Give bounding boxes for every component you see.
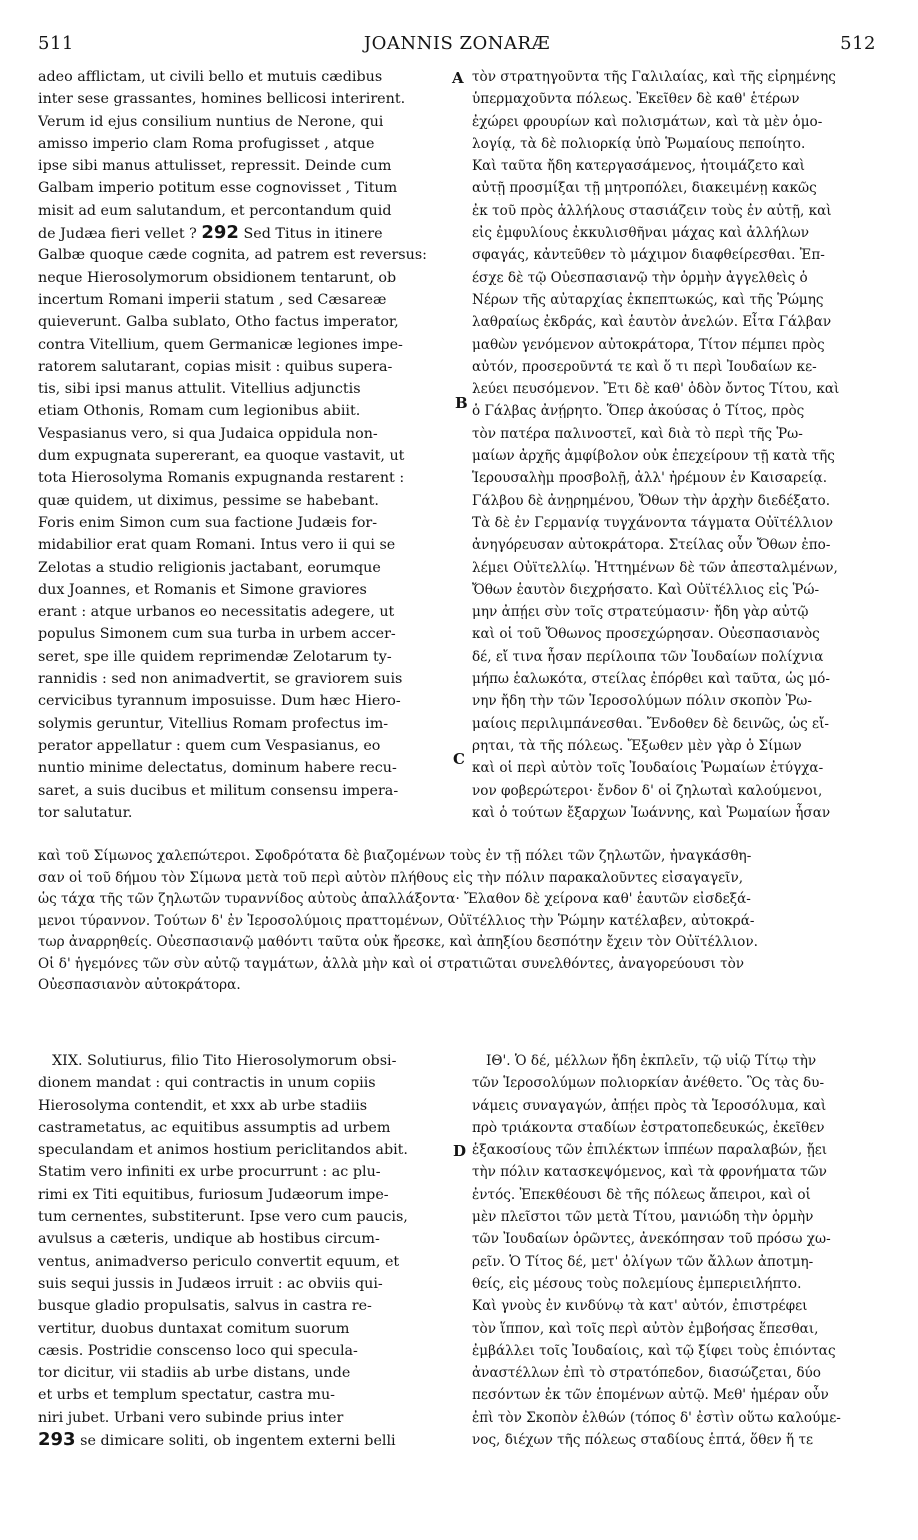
section-heading-line: ΙΘ'. Ὁ δέ, μέλλων ἤδη ἐκπλεῖν, τῷ υἱῷ Τίτῳ τὴν bbox=[486, 1053, 817, 1069]
text-line: tor salutatur. bbox=[38, 804, 133, 821]
text-line: μαίοις περιλιμπάνεσθαι. Ἔνδοθεν δὲ δεινῶς, ὡς εἴ- bbox=[472, 715, 830, 732]
text-line: solymis geruntur, Vitellius Romam profectus im- bbox=[38, 715, 389, 732]
text-line: dionem mandat : qui contractis in unum copiis bbox=[38, 1075, 376, 1092]
text-line: ὁ Γάλβας ἀνῄρητο. Ὅπερ ἀκούσας ὁ Τίτος, πρὸς bbox=[472, 403, 805, 420]
section-marker-d: D bbox=[453, 1142, 467, 1160]
text-line: busque gladio propulsatis, salvus in castra re- bbox=[38, 1298, 372, 1315]
text-line: θείς, εἰς μέσους τοὺς πολεμίους ἐμπεριειλήπτο. bbox=[472, 1275, 802, 1292]
text-line: saret, a suis ducibus et militum consensu impera- bbox=[38, 782, 399, 799]
text-line: τῶν Ἰουδαίων ὁρῶντες, ἀνεκόπησαν τοῦ πρόσω χω- bbox=[472, 1231, 831, 1248]
page-number-left: 511 bbox=[38, 33, 74, 54]
text-line: Vespasianus vero, si qua Judaica oppidula non- bbox=[38, 425, 378, 442]
text-line: Foris enim Simon cum sua factione Judæis for- bbox=[38, 514, 378, 531]
text-line: tota Hierosolyma Romanis expugnanda restarent : bbox=[38, 470, 405, 487]
text-line: ἐκ τοῦ πρὸς ἀλλήλους στασιάζειν τοὺς ἐν αὐτῇ, καὶ bbox=[472, 202, 832, 219]
text-line: ἀνηγόρευσαν αὐτοκράτορα. Στείλας οὖν Ὄθων ἐπο- bbox=[472, 537, 831, 554]
text-line: μην ἀπῄει σὺν τοῖς στρατεύμασιν· ἤδη γὰρ αὐτῷ bbox=[472, 604, 809, 621]
text-line: μήπω ἑαλωκότα, στείλας ἐπόρθει καὶ ταῦτα, ὡς μό- bbox=[472, 671, 830, 688]
text-line: cervicibus tyrannum imposuisse. Dum hæc Hiero- bbox=[38, 693, 401, 710]
text-line: μενοι τύραννον. Τούτων δ' ἐν Ἱεροσολύμοις πραττομένων, Οὐϊτέλλιος τὴν Ῥώμην κατέλαβεν, αὐτοκρά- bbox=[38, 912, 755, 929]
text-line: ἐμβάλλει τοῖς Ἰουδαίοις, καὶ τῷ ξίφει τοὺς ἐπιόντας bbox=[472, 1342, 836, 1359]
text-line: ρεῖν. Ὁ Τίτος δέ, μετ' ὀλίγων τῶν ἄλλων ἀποτμη- bbox=[472, 1253, 814, 1270]
text-line: Hierosolyma contendit, et xxx ab urbe stadiis bbox=[38, 1097, 368, 1114]
text-line: ventus, animadverso periculo convertit equum, et bbox=[38, 1253, 400, 1270]
text-line: Καὶ γνοὺς ἐν κινδύνῳ τὰ κατ' αὐτόν, ἐπιστρέφει bbox=[472, 1298, 808, 1315]
text-line: tum cernentes, substiterunt. Ipse vero cum paucis, bbox=[38, 1209, 408, 1226]
text-line: vertitur, duobus duntaxat comitum suorum bbox=[38, 1320, 350, 1337]
text-line: λογίᾳ, τὰ δὲ πολιορκίᾳ ὑπὸ Ῥωμαίους πεποίητο. bbox=[472, 135, 806, 152]
text-line: amisso imperio clam Roma profugisset , atque bbox=[38, 135, 375, 152]
text-line: avulsus a cæteris, undique ab hostibus circum- bbox=[38, 1231, 380, 1248]
text-line: dum expugnata supererant, ea quoque vastavit, ut bbox=[38, 448, 405, 465]
section-marker-b: B bbox=[455, 394, 468, 412]
text-line: αὐτόν, προσεροῦντά τε καὶ ὅ τι περὶ Ἰουδαίων κε- bbox=[472, 358, 817, 375]
greek-full-width bbox=[38, 846, 883, 997]
text-line: τὸν στρατηγοῦντα τῆς Γαλιλαίας, καὶ τῆς εἰρημένης bbox=[472, 69, 836, 85]
text-line: inter sese grassantes, homines bellicosi interirent. bbox=[38, 91, 406, 108]
marginal-number-292: 292 bbox=[201, 222, 239, 244]
text-line: ρηται, τὰ τῆς πόλεως. Ἔξωθεν μὲν γὰρ ὁ Σίμων bbox=[472, 737, 802, 754]
text-line: cæsis. Postridie conscenso loco qui specula- bbox=[38, 1342, 358, 1359]
text-line: contra Vitellium, quem Germanicæ legiones impe- bbox=[38, 336, 403, 353]
text-line: αὐτῇ προσμίξαι τῇ μητροπόλει, διακειμένῃ κακῶς bbox=[472, 180, 817, 197]
text-line: Zelotas a studio religionis jactabant, eorumque bbox=[38, 559, 381, 576]
marginal-number-293: 293 bbox=[38, 1429, 76, 1451]
text-line: ἐπὶ τὸν Σκοπὸν ἐλθών (τόπος δ' ἐστὶν οὕτω καλούμε- bbox=[472, 1409, 841, 1426]
text-line: Καὶ ταῦτα ἤδη κατεργασάμενος, ἡτοιμάζετο καὶ bbox=[472, 158, 805, 175]
text-line: seret, spe ille quidem reprimendæ Zelotarum ty- bbox=[38, 648, 392, 665]
text-line: et urbs et templum spectatur, castra mu- bbox=[38, 1387, 336, 1404]
text-line: quieverunt. Galba sublato, Otho factus imperator, bbox=[38, 314, 399, 331]
text-line: καὶ ὁ τούτων ἔξαρχων Ἰωάννης, καὶ Ῥωμαίων ἦσαν bbox=[472, 804, 831, 821]
latin-column-bottom bbox=[38, 1050, 450, 1451]
text-line: neque Hierosolymorum obsidionem tentarunt, ob bbox=[38, 269, 397, 286]
text-line: εἰς ἐμφυλίους ἐκκυλισθῆναι μάχας καὶ ἀλλήλων bbox=[472, 225, 809, 242]
text-line: καὶ οἱ τοῦ Ὄθωνος προσεχώρησαν. Οὐεσπασιανὸς bbox=[472, 626, 820, 643]
text-line: πεσόντων ἐκ τῶν ἑπομένων αὐτῷ. Μεθ' ἡμέραν οὖν bbox=[472, 1387, 829, 1404]
text-line: λαθραίως ἐκδράς, καὶ ἑαυτὸν ἀνελών. Εἶτα Γάλβαν bbox=[472, 314, 832, 331]
text-line: καὶ τοῦ Σίμωνος χαλεπώτεροι. Σφοδρότατα δὲ βιαζομένων τοὺς ἐν τῇ πόλει τῶν ζηλωτῶν, ἠναγκάσθη- bbox=[38, 848, 752, 864]
text-line: dux Joannes, et Romanis et Simone graviores bbox=[38, 581, 367, 598]
text-line: μαίων ἀρχῆς ἀμφίβολον οὐκ ἐπεχείρουν τῇ κατὰ τῆς bbox=[472, 448, 835, 465]
text-line: rannidis : sed non animadvertit, se graviorem suis bbox=[38, 671, 403, 688]
text-line bbox=[38, 222, 450, 244]
latin-column-top bbox=[38, 66, 450, 824]
text-line: μαθὼν γενόμενον αὐτοκράτορα, Τίτον πέμπει πρὸς bbox=[472, 336, 825, 353]
text-line: castrametatus, ac equitibus assumptis ad urbem bbox=[38, 1119, 391, 1136]
greek-column-bottom bbox=[472, 1050, 882, 1451]
section-heading-line: XIX. Solutiurus, filio Tito Hierosolymorum obsi- bbox=[52, 1053, 397, 1069]
text-line: Τὰ δὲ ἐν Γερμανίᾳ τυγχάνοντα τάγματα Οὐϊτέλλιον bbox=[472, 514, 834, 531]
text-line: καὶ οἱ περὶ αὐτὸν τοῖς Ἰουδαίοις Ῥωμαίων ἐτύγχα- bbox=[472, 760, 824, 777]
text-line: etiam Othonis, Romam cum legionibus abiit. bbox=[38, 403, 361, 420]
text-line: tis, sibi ipsi manus attulit. Vitellius adjunctis bbox=[38, 381, 361, 398]
text-line: ἐντός. Ἐπεκθέουσι δὲ τῆς πόλεως ἄπειροι, καὶ οἱ bbox=[472, 1186, 811, 1203]
text-line: ὑπερμαχοῦντα πόλεως. Ἐκεῖθεν δὲ καθ' ἑτέρων bbox=[472, 91, 800, 108]
section-marker-c: C bbox=[453, 750, 465, 768]
text-line: Ὄθων ἑαυτὸν διεχρήσατο. Καὶ Οὐϊτέλλιος εἰς Ῥώ- bbox=[472, 581, 820, 598]
text-line: ratorem salutarant, copias misit : quibus supera- bbox=[38, 358, 393, 375]
running-head bbox=[38, 33, 876, 59]
text-line: τῶν Ἱεροσολύμων πολιορκίαν ἀνέθετο. Ὃς τὰς δυ- bbox=[472, 1075, 825, 1092]
text-line: speculandam et animos hostium periclitandos abit. bbox=[38, 1142, 408, 1159]
text-line: Statim vero infiniti ex urbe procurrunt : ac plu- bbox=[38, 1164, 381, 1181]
text-line bbox=[38, 1429, 450, 1451]
text-line: νάμεις συναγαγών, ἀπῄει πρὸς τὰ Ἱεροσόλυμα, καὶ bbox=[472, 1097, 827, 1114]
text-line: τὸν ἵππον, καὶ τοῖς περὶ αὐτὸν ἐμβοήσας ἕπεσθαι, bbox=[472, 1320, 819, 1337]
text-fragment: se dimicare soliti, ob ingentem externi belli bbox=[80, 1433, 396, 1450]
text-fragment: Sed Titus in itinere bbox=[243, 226, 383, 243]
text-line: Οἱ δ' ἡγεμόνες τῶν σὺν αὐτῷ ταγμάτων, ἀλλὰ μὴν καὶ οἱ στρατιῶται συνελθόντες, ἀναγορεύουσι τὸν bbox=[38, 955, 745, 972]
text-line: adeo afflictam, ut civili bello et mutuis cædibus bbox=[38, 69, 383, 85]
text-line: δέ, εἴ τινα ἦσαν περίλοιπα τῶν Ἰουδαίων πολίχνια bbox=[472, 648, 824, 665]
text-line: Νέρων τῆς αὐταρχίας ἐκπεπτωκώς, καὶ τῆς Ῥώμης bbox=[472, 291, 824, 308]
running-title: JOANNIS ZONARÆ bbox=[363, 33, 551, 54]
text-line: νον φοβερώτεροι· ἔνδον δ' οἱ ζηλωταὶ καλούμενοι, bbox=[472, 782, 823, 799]
text-line: σαν οἱ τοῦ δήμου τὸν Σίμωνα μετὰ τοῦ περὶ αὐτὸν πλήθους εἰς τὴν πόλιν παρακαλοῦντες εἰσαγαγεῖν, bbox=[38, 869, 744, 886]
text-line: suis sequi jussis in Judæos irruit : ac obviis qui- bbox=[38, 1275, 383, 1292]
text-line: ἀναστέλλων ἐπὶ τὸ στρατόπεδον, διασώζεται, δύο bbox=[472, 1365, 821, 1382]
text-line: Οὐεσπασιανὸν αὐτοκράτορα. bbox=[38, 977, 241, 993]
text-line: misit ad eum salutandum, et percontandum quid bbox=[38, 202, 392, 219]
text-line: τωρ ἀναρρηθείς. Οὐεσπασιανῷ μαθόντι ταῦτα οὐκ ἤρεσκε, καὶ ἀπηξίου δεσπότην ἔχειν τὸν Οὐϊτέλλιον. bbox=[38, 934, 758, 950]
page-number-right: 512 bbox=[840, 33, 876, 54]
text-line: nuntio minime delectatus, dominum habere recu- bbox=[38, 760, 397, 777]
text-line: quæ quidem, ut diximus, pessime se habebant. bbox=[38, 492, 379, 509]
text-line: ὡς τάχα τῆς τῶν ζηλωτῶν τυραννίδος αὐτοὺς ἀπαλλάξοντα· Ἔλαθον δὲ χείρονα καθ' ἑαυτῶν εἰσδεξά- bbox=[38, 891, 751, 907]
text-line: νος, διέχων τῆς πόλεως σταδίους ἑπτά, ὅθεν ἥ τε bbox=[472, 1432, 814, 1449]
text-line: niri jubet. Urbani vero subinde prius inter bbox=[38, 1409, 344, 1426]
text-line: σφαγάς, κἀντεῦθεν τὸ μάχιμον διαφθείρεσθαι. Ἐπ- bbox=[472, 247, 825, 264]
text-line: τὴν πόλιν κατασκεψόμενος, καὶ τὰ φρονήματα τῶν bbox=[472, 1164, 827, 1181]
text-line: νην ἤδη τὴν τῶν Ἱεροσολύμων πόλιν σκοπὸν Ῥω- bbox=[472, 693, 812, 710]
text-line: Γάλβου δὲ ἀνῃρημένου, Ὄθων τὴν ἀρχὴν διεδέξατο. bbox=[472, 492, 831, 509]
text-line: populus Simonem cum sua turba in urbem accer- bbox=[38, 626, 396, 643]
text-line: Galbæ quoque cæde cognita, ad patrem est reversus: bbox=[38, 247, 427, 264]
text-line: Verum id ejus consilium nuntius de Nerone, qui bbox=[38, 113, 384, 130]
section-marker-a: A bbox=[452, 69, 464, 87]
text-line: μὲν πλεῖστοι τῶν μετὰ Τίτου, μανιώδη τὴν ὁρμὴν bbox=[472, 1209, 814, 1226]
greek-column-top bbox=[472, 66, 882, 824]
text-line: έσχε δὲ τῷ Οὐεσπασιανῷ τὴν ὁρμὴν ἀγγελθεὶς ὁ bbox=[472, 269, 808, 286]
text-fragment: de Judæa fieri vellet ? bbox=[38, 226, 197, 243]
text-line: τὸν πατέρα παλινοστεῖ, καὶ διὰ τὸ περὶ τῆς Ῥω- bbox=[472, 425, 803, 442]
text-line: tor dicitur, vii stadiis ab urbe distans, unde bbox=[38, 1365, 351, 1382]
text-line: rimi ex Titi equitibus, furiosum Judæorum impe- bbox=[38, 1186, 389, 1203]
text-line: Galbam imperio potitum esse cognovisset , Titum bbox=[38, 180, 398, 197]
text-line: ἐχώρει φρουρίων καὶ πολισμάτων, καὶ τὰ μὲν ὁμο- bbox=[472, 113, 823, 130]
text-line: ipse sibi manus attulisset, repressit. Deinde cum bbox=[38, 158, 392, 175]
text-line: ἑξακοσίους τῶν ἐπιλέκτων ἱππέων παραλαβών, ᾔει bbox=[472, 1142, 828, 1159]
text-line: midabilior erat quam Romani. Intus vero ii qui se bbox=[38, 537, 396, 554]
text-line: perator appellatur : quem cum Vespasianus, eo bbox=[38, 737, 381, 754]
text-line: Ἱερουσαλὴμ προσβολῇ, ἀλλ' ἠρέμουν ἐν Καισαρείᾳ. bbox=[472, 470, 828, 487]
text-line: λεύει πευσόμενον. Ἔτι δὲ καθ' ὁδὸν ὄντος Τίτου, καὶ bbox=[472, 381, 840, 398]
text-line: erant : atque urbanos eo necessitatis adegere, ut bbox=[38, 604, 395, 621]
text-line: λέμει Οὐϊτελλίῳ. Ἡττημένων δὲ τῶν ἀπεσταλμένων, bbox=[472, 559, 838, 576]
text-line: incertum Romani imperii statum , sed Cæsareæ bbox=[38, 291, 387, 308]
text-line: πρὸ τριάκοντα σταδίων ἐστρατοπεδευκώς, ἐκεῖθεν bbox=[472, 1119, 825, 1136]
